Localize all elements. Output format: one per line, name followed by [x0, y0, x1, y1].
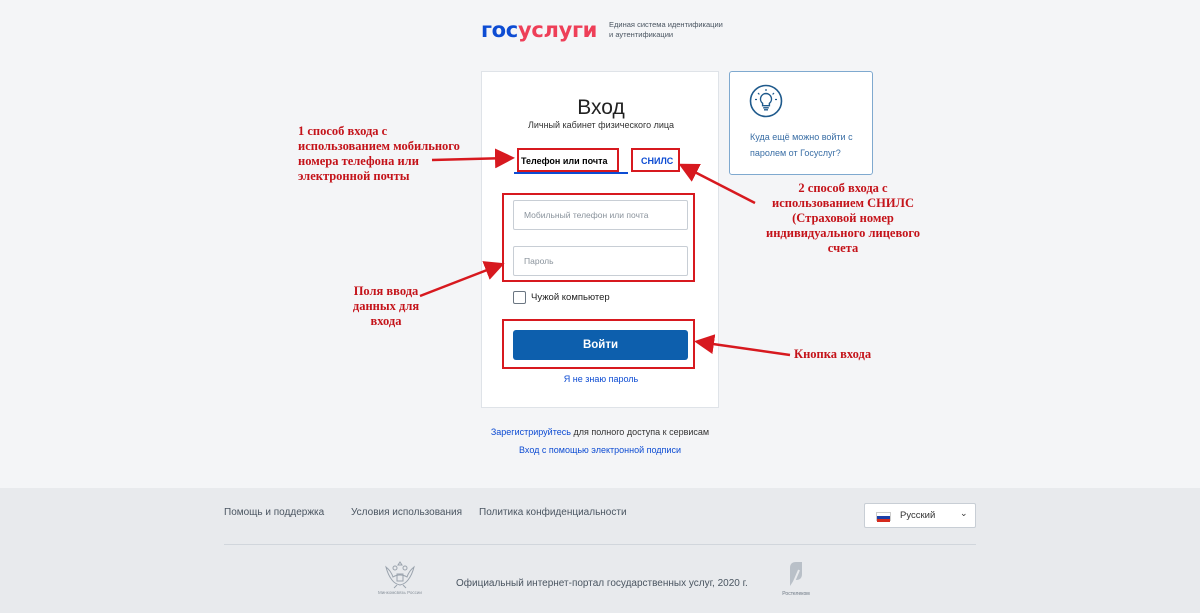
tab-phone-or-email[interactable]: Телефон или почта: [521, 156, 608, 166]
logo-subtitle: Единая система идентификации и аутентификации: [609, 20, 723, 39]
annotation-box-input-fields: [502, 193, 695, 282]
footer-divider: [224, 544, 976, 545]
register-link[interactable]: Зарегистрируйтесь: [490, 427, 571, 437]
foreign-computer-checkbox[interactable]: [513, 291, 526, 304]
logo-text-gos: гос: [481, 18, 518, 42]
copyright-text: Официальный интернет-портал государственных услуг, 2020 г.: [456, 578, 748, 589]
footer: [0, 488, 1200, 613]
login-title: Вход: [577, 96, 625, 119]
phone-or-email-input[interactable]: Мобильный телефон или почта: [513, 200, 688, 230]
footer-link-terms[interactable]: Условия использования: [351, 507, 462, 518]
annotation-box-login-button: [502, 319, 695, 369]
other-login-places-text: Куда ещё можно войти с паролем от Госуслуг?: [750, 132, 853, 158]
active-tab-underline: [514, 172, 628, 174]
footer-link-help[interactable]: Помощь и поддержка: [224, 507, 325, 518]
ministry-label: Минкомсвязь России: [378, 590, 422, 595]
language-label: Русский: [900, 510, 936, 521]
coat-of-arms-icon: [383, 558, 417, 590]
esign-login-link[interactable]: Вход с помощью электронной подписи: [519, 445, 681, 455]
russian-flag-icon: [876, 512, 891, 521]
other-login-places-card[interactable]: [729, 71, 873, 175]
annotation-method-1: 1 способ входа с использованием мобильного номера телефона или электронной почты: [298, 124, 460, 183]
tab-snils[interactable]: СНИЛС: [641, 156, 674, 166]
language-select[interactable]: [864, 503, 976, 528]
chevron-down-icon: ⌄: [960, 508, 968, 518]
forgot-password-link[interactable]: Я не знаю пароль: [563, 374, 639, 384]
annotation-box-phone-tab: [517, 148, 619, 172]
annotation-input-fields: Поля ввода данных для входа: [352, 284, 420, 328]
register-text: для полного доступа к сервисам: [570, 427, 710, 437]
annotation-box-snils-tab: [631, 148, 680, 172]
logo-text-uslugi: услуги: [517, 18, 598, 42]
foreign-computer-label[interactable]: Чужой компьютер: [531, 292, 610, 303]
password-input[interactable]: Пароль: [513, 246, 688, 276]
annotation-method-2: 2 способ входа с использованием СНИЛС (Страховой номер индивидуального лицевого счета: [766, 181, 920, 255]
rostelecom-logo-icon: [787, 560, 805, 588]
login-subtitle: Личный кабинет физического лица: [527, 120, 675, 130]
rostelecom-label: Ростелеком: [782, 591, 810, 597]
lightbulb-icon: [749, 84, 783, 118]
footer-link-privacy[interactable]: Политика конфиденциальности: [479, 507, 627, 518]
gosuslugi-logo[interactable]: [481, 18, 729, 42]
annotation-login-button: Кнопка входа: [794, 347, 872, 361]
login-button[interactable]: Войти: [513, 330, 688, 360]
register-line: [0, 427, 1200, 437]
